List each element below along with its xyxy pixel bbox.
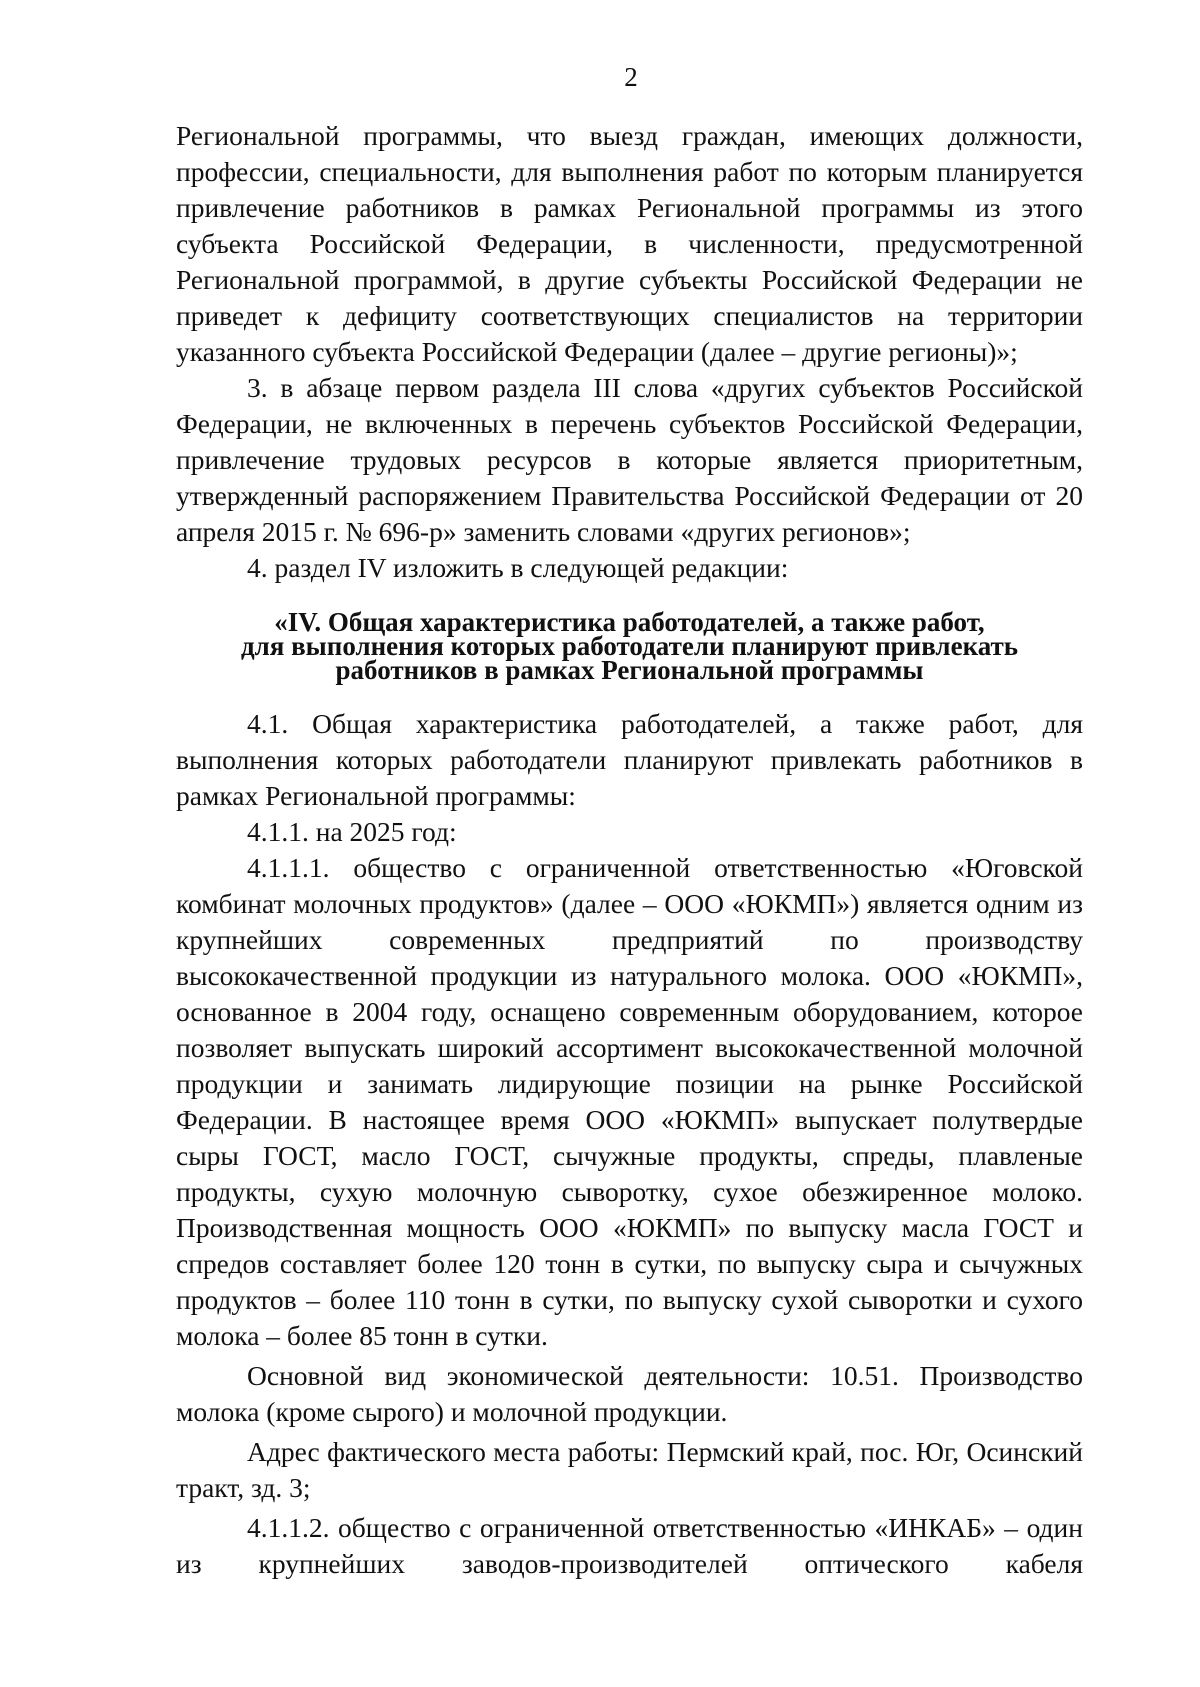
section-heading-line-2: для выполнения которых работодатели планируют привлекать (240, 631, 1019, 661)
paragraph-work-address: Адрес фактического места работы: Пермский край, пос. Юг, Осинский тракт, зд. 3; (176, 1436, 1083, 1503)
paragraph-continuation: Региональной программы, что выезд граждан, имеющих должности, профессии, специальности, для выполнения работ по которым планируется привлечение работников в рамках Региональной программы из этого субъекта Российской Федерации, в численности, предусмотренной Региональной программой, в другие субъекты Российской Федерации не приведет к дефициту соответствующих специалистов на территории указанного субъекта Российской Федерации (далее – другие регионы)»; (176, 120, 1083, 367)
paragraph-4-1-1-1: 4.1.1.1. общество с ограниченной ответственностью «Юговской комбинат молочных продуктов» (далее – ООО «ЮКМП») является одним из крупнейших современных предприятий по производству высококачественной продукции из натурального молока. ООО «ЮКМП», основанное в 2004 году, оснащено современным оборудованием, которое позволяет выпускать широкий ассортимент высококачественной молочной продукции и занимать лидирующие позиции на рынке Российской Федерации. В настоящее время ООО «ЮКМП» выпускает полутвердые сыры ГОСТ, масло ГОСТ, сычужные продукты, спреды, плавленые продукты, сухую молочную сыворотку, сухое обезжиренное молоко. Производственная мощность ООО «ЮКМП» по выпуску масла ГОСТ и спредов составляет более 120 тонн в сутки, по выпуску сыра и сычужных продуктов – более 110 тонн в сутки, по выпуску сухой сыворотки и сухого молока – более 85 тонн в сутки. (176, 852, 1083, 1351)
paragraph-4-1-1-2: 4.1.1.2. общество с ограниченной ответственностью «ИНКАБ» – один из крупнейших заводов-производителей оптического кабеля (176, 1512, 1083, 1579)
page-number: 2 (624, 62, 638, 92)
section-heading-line-3: работников в рамках Региональной программы (335, 655, 924, 685)
paragraph-item-3: 3. в абзаце первом раздела III слова «других субъектов Российской Федерации, не включенных в перечень субъектов Российской Федерации, привлечение трудовых ресурсов в которые является приоритетным, утвержденный распоряжением Правительства Российской Федерации от 20 апреля 2015 г. № 696-р» заменить словами «других регионов»; (176, 372, 1083, 547)
paragraph-4-1: 4.1. Общая характеристика работодателей, а также работ, для выполнения которых работодатели планируют привлекать работников в рамках Региональной программы: (176, 708, 1083, 811)
paragraph-4-1-1: 4.1.1. на 2025 год: (247, 816, 457, 847)
section-heading-line-1: «IV. Общая характеристика работодателей, а также работ, (274, 607, 985, 637)
paragraph-item-4: 4. раздел IV изложить в следующей редакции: (247, 552, 789, 583)
document-body (176, 118, 1083, 1582)
section-heading (176, 607, 1083, 685)
paragraph-economic-activity: Основной вид экономической деятельности: 10.51. Производство молока (кроме сырого) и молочной продукции. (176, 1360, 1083, 1427)
